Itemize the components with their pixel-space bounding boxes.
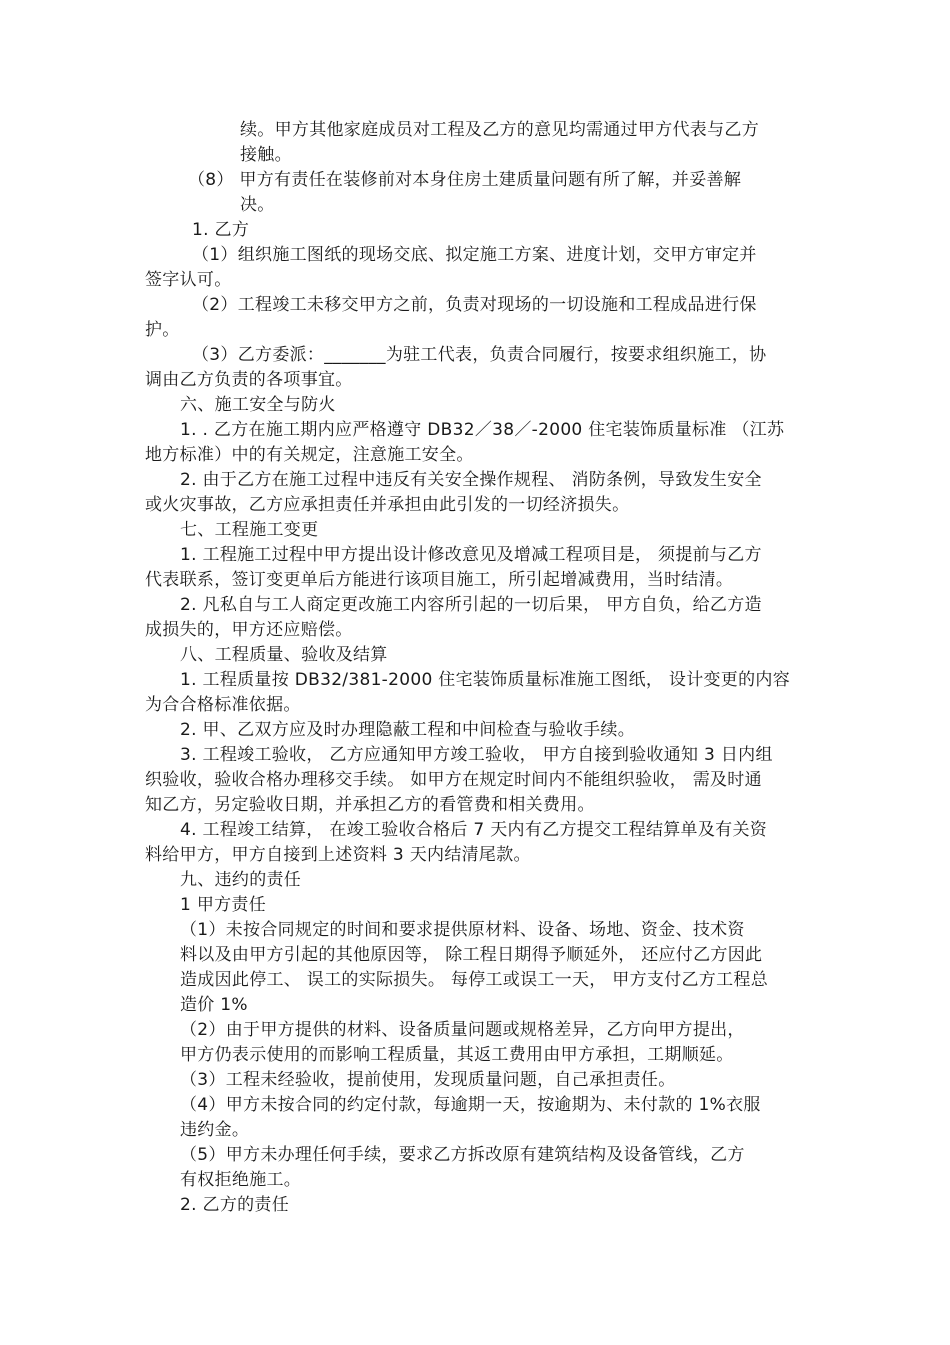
text-line: 1. 工程施工过程中甲方提出设计修改意见及增减工程项目是， 须提前与乙方 — [180, 545, 762, 565]
text-line: （2）由于甲方提供的材料、设备质量问题或规格差异，乙方向甲方提出， — [180, 1020, 745, 1040]
section-heading: 八、工程质量、验收及结算 — [180, 645, 388, 665]
text-line: 料以及由甲方引起的其他原因等， 除工程日期得予顺延外， 还应付乙方因此 — [180, 945, 763, 965]
text-line: 1 甲方责任 — [180, 895, 267, 915]
text-line: 有权拒绝施工。 — [180, 1170, 302, 1190]
text-line: 决。 — [240, 195, 275, 215]
section-heading: 六、施工安全与防火 — [180, 395, 336, 415]
text-line: 2. 甲、乙双方应及时办理隐蔽工程和中间检查与验收手续。 — [180, 720, 636, 740]
text-line: 4. 工程竣工结算， 在竣工验收合格后 7 天内有乙方提交工程结算单及有关资 — [180, 820, 768, 840]
text-line: 料给甲方，甲方自接到上述资料 3 天内结清尾款。 — [145, 845, 531, 865]
text-line: 2. 由于乙方在施工过程中违反有关安全操作规程、 消防条例，导致发生安全 — [180, 470, 762, 490]
text-line: 知乙方，另定验收日期，并承担乙方的看管费和相关费用。 — [145, 795, 595, 815]
text-line: 2. 凡私自与工人商定更改施工内容所引起的一切后果， 甲方自负，给乙方造 — [180, 595, 762, 615]
section-heading: 1. 乙方 — [192, 220, 250, 240]
section-heading: 九、违约的责任 — [180, 870, 302, 890]
text-line: （8） 甲方有责任在装修前对本身住房土建质量问题有所了解，并妥善解 — [188, 170, 742, 190]
section-heading: 2. 乙方的责任 — [180, 1195, 290, 1215]
text-line: 续。甲方其他家庭成员对工程及乙方的意见均需通过甲方代表与乙方 — [240, 120, 759, 140]
text-line: 造成因此停工、 误工的实际损失。 每停工或误工一天， 甲方支付乙方工程总 — [180, 970, 769, 990]
section-heading: 七、工程施工变更 — [180, 520, 319, 540]
text-line: （1）组织施工图纸的现场交底、拟定施工方案、进度计划，交甲方审定并 — [192, 245, 757, 265]
text-line: （1）未按合同规定的时间和要求提供原材料、设备、场地、资金、技术资 — [180, 920, 745, 940]
text-line: 地方标准）中的有关规定，注意施工安全。 — [145, 445, 474, 465]
text-line: 护。 — [145, 320, 180, 340]
text-line: 接触。 — [240, 145, 292, 165]
text-line: 3. 工程竣工验收， 乙方应通知甲方竣工验收， 甲方自接到验收通知 3 日内组 — [180, 745, 773, 765]
text-line: （3）乙方委派：_______为驻工代表，负责合同履行，按要求组织施工，协 — [192, 345, 767, 365]
text-line: 造价 1% — [180, 995, 248, 1015]
text-line: （2）工程竣工未移交甲方之前，负责对现场的一切设施和工程成品进行保 — [192, 295, 757, 315]
text-line: 或火灾事故，乙方应承担责任并承担由此引发的一切经济损失。 — [145, 495, 630, 515]
text-line: （5）甲方未办理任何手续，要求乙方拆改原有建筑结构及设备管线，乙方 — [180, 1145, 745, 1165]
text-line: 调由乙方负责的各项事宜。 — [145, 370, 353, 390]
text-line: 甲方仍表示使用的而影响工程质量，其返工费用由甲方承担，工期顺延。 — [180, 1045, 734, 1065]
text-line: （4）甲方未按合同的约定付款，每逾期一天，按逾期为、未付款的 1%衣服 — [180, 1095, 761, 1115]
text-line: 1. 工程质量按 DB32/381-2000 住宅装饰质量标准施工图纸， 设计变更的内容 — [180, 670, 790, 690]
text-line: 代表联系，签订变更单后方能进行该项目施工，所引起增减费用，当时结清。 — [145, 570, 734, 590]
text-line: （3）工程未经验收，提前使用，发现质量问题，自己承担责任。 — [180, 1070, 676, 1090]
text-line: 成损失的，甲方还应赔偿。 — [145, 620, 353, 640]
text-line: 1. . 乙方在施工期内应严格遵守 DB32／38／-2000 住宅装饰质量标准 （江苏 — [180, 420, 785, 440]
text-line: 违约金。 — [180, 1120, 250, 1140]
text-line: 为合合格标准依据。 — [145, 695, 301, 715]
text-line: 织验收，验收合格办理移交手续。 如甲方在规定时间内不能组织验收， 需及时通 — [145, 770, 762, 790]
text-line: 签字认可。 — [145, 270, 232, 290]
